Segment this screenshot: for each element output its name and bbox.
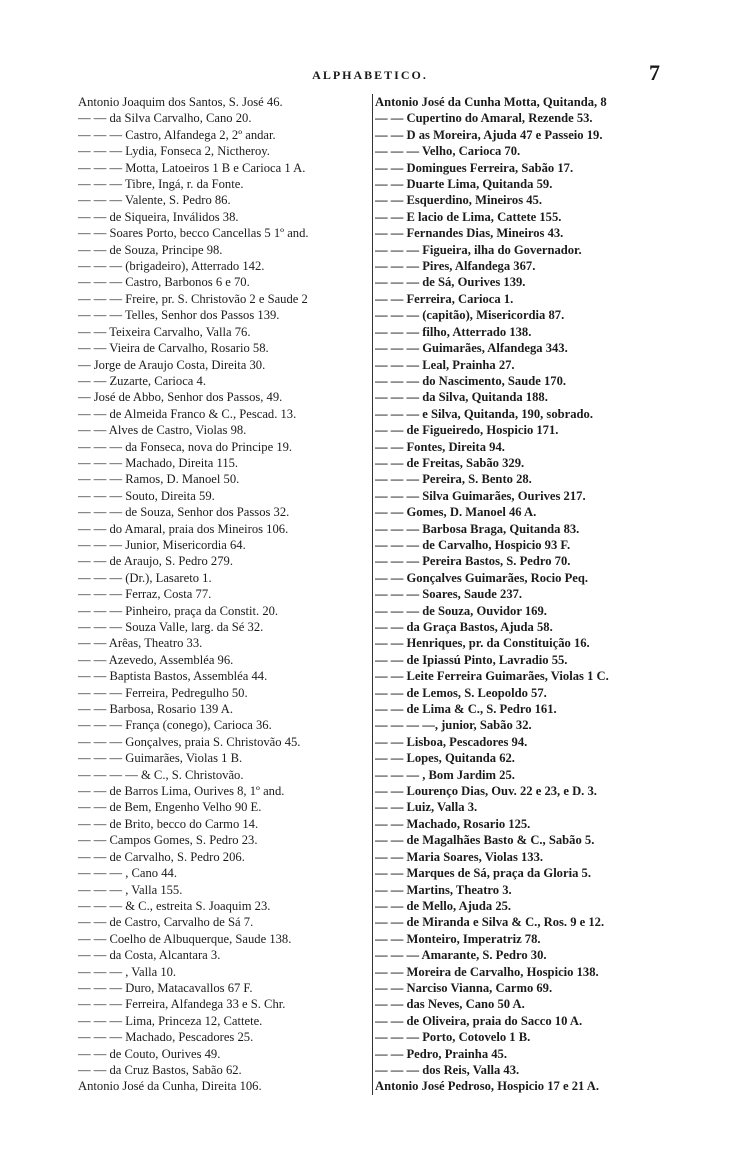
- page-number: 7: [649, 60, 660, 85]
- directory-entry: — — Lisboa, Pescadores 94.: [375, 734, 528, 749]
- directory-entry: — — Soares Porto, becco Cancellas 5 1º and.: [78, 226, 309, 241]
- directory-entry: — — Duarte Lima, Quitanda 59.: [375, 177, 553, 192]
- directory-entry: — — das Neves, Cano 50 A.: [375, 997, 525, 1012]
- directory-entry: — — — Machado, Pescadores 25.: [78, 1030, 254, 1045]
- directory-entry: — — de Lemos, S. Leopoldo 57.: [375, 685, 547, 700]
- directory-entry: — — — Guimarães, Alfandega 343.: [375, 341, 568, 356]
- directory-entry: — — — dos Reis, Valla 43.: [375, 1062, 520, 1077]
- directory-entry: — — Ferreira, Carioca 1.: [375, 291, 514, 306]
- directory-entry: — — de Miranda e Silva & C., Ros. 9 e 12.: [375, 915, 605, 930]
- directory-entry: — — de Castro, Carvalho de Sá 7.: [78, 915, 254, 930]
- directory-entry: — — — de Souza, Ouvidor 169.: [375, 603, 547, 618]
- directory-entry: — — — Ferreira, Alfandega 33 e S. Chr.: [78, 997, 286, 1012]
- directory-entry: — José de Abbo, Senhor dos Passos, 49.: [78, 390, 283, 405]
- directory-entry: — — — (capitão), Misericordia 87.: [375, 308, 565, 323]
- directory-entry: — — — Castro, Alfandega 2, 2º andar.: [78, 127, 276, 142]
- directory-entry: — — — Souza Valle, larg. da Sé 32.: [78, 620, 264, 634]
- directory-entry: — — Gomes, D. Manoel 46 A.: [375, 505, 537, 520]
- directory-entry: — — Henriques, pr. da Constituição 16.: [375, 636, 590, 651]
- directory-entry: — — — Duro, Matacavallos 67 F.: [78, 980, 253, 995]
- directory-entry: — — Campos Gomes, S. Pedro 23.: [78, 833, 258, 848]
- directory-entry: Antonio Joaquim dos Santos, S. José 46.: [78, 95, 283, 109]
- directory-entry: — — Zuzarte, Carioca 4.: [78, 373, 206, 388]
- directory-entry: — — — —, junior, Sabão 32.: [375, 718, 532, 733]
- directory-entry: — — — Guimarães, Violas 1 B.: [78, 751, 243, 766]
- running-title: ALPHABETICO.: [312, 68, 428, 82]
- directory-entry: — — Fernandes Dias, Mineiros 43.: [375, 226, 564, 241]
- directory-entry: — — — Soares, Saude 237.: [375, 587, 523, 602]
- directory-entry: — — — Telles, Senhor dos Passos 139.: [78, 308, 280, 323]
- directory-entry: — — — Silva Guimarães, Ourives 217.: [375, 488, 586, 503]
- directory-entry: — — — do Nascimento, Saude 170.: [375, 373, 567, 388]
- directory-entry: — — — da Fonseca, nova do Principe 19.: [78, 439, 293, 454]
- directory-entry: — — Fontes, Direita 94.: [375, 439, 505, 454]
- directory-entry: — — de Mello, Ajuda 25.: [375, 898, 512, 913]
- directory-entry: — — Azevedo, Assembléa 96.: [78, 652, 234, 667]
- directory-entry: — — — , Valla 10.: [78, 964, 177, 979]
- directory-entry: — — — (Dr.), Lasareto 1.: [78, 570, 212, 585]
- directory-entry: — — de Siqueira, Inválidos 38.: [78, 209, 239, 224]
- directory-entry: — — de Couto, Ourives 49.: [78, 1046, 221, 1061]
- directory-entry: — — — , Bom Jardim 25.: [375, 767, 515, 782]
- directory-entry: — — — — & C., S. Christovão.: [78, 767, 244, 782]
- directory-entry: Antonio José Pedroso, Hospicio 17 e 21 A.: [375, 1079, 600, 1094]
- directory-entry: — — da Cruz Bastos, Sabão 62.: [78, 1062, 242, 1077]
- directory-entry: — — — Motta, Latoeiros 1 B e Carioca 1 A.: [78, 160, 306, 175]
- directory-entry: — — Machado, Rosario 125.: [375, 816, 531, 831]
- directory-entry: — — Lourenço Dias, Ouv. 22 e 23, e D. 3.: [375, 784, 597, 799]
- directory-entry: — — Monteiro, Imperatriz 78.: [375, 931, 541, 946]
- directory-entry: — — de Souza, Principe 98.: [78, 242, 223, 257]
- directory-entry: — — de Carvalho, S. Pedro 206.: [78, 849, 245, 864]
- directory-entry: — — — Pires, Alfandega 367.: [375, 259, 536, 274]
- directory-entry: — — — de Carvalho, Hospicio 93 F.: [375, 537, 571, 552]
- directory-entry: — — de Barros Lima, Ourives 8, 1º and.: [78, 784, 285, 799]
- directory-entry: — — Arêas, Theatro 33.: [78, 636, 203, 651]
- directory-entry: — — do Amaral, praia dos Mineiros 106.: [78, 521, 289, 536]
- directory-entry: — — Domingues Ferreira, Sabão 17.: [375, 160, 574, 175]
- directory-entry: — — de Araujo, S. Pedro 279.: [78, 554, 233, 569]
- directory-entry: — — — Ramos, D. Manoel 50.: [78, 472, 240, 487]
- directory-entry: — — — Lima, Princeza 12, Cattete.: [78, 1013, 263, 1028]
- directory-entry: — — de Almeida Franco & C., Pescad. 13.: [78, 406, 297, 421]
- directory-entry: — — — Figueira, ilha do Governador.: [375, 242, 582, 257]
- directory-entry: — — de Ipiassú Pinto, Lavradio 55.: [375, 652, 568, 667]
- directory-entry: — — Maria Soares, Violas 133.: [375, 849, 544, 864]
- directory-entry: — — — de Sá, Ourives 139.: [375, 275, 526, 290]
- directory-entry: — — — & C., estreita S. Joaquim 23.: [78, 898, 271, 913]
- directory-entry: — — de Freitas, Sabão 329.: [375, 455, 525, 470]
- directory-entry: — — — Porto, Cotovelo 1 B.: [375, 1030, 531, 1045]
- directory-entry: — — de Bem, Engenho Velho 90 E.: [78, 800, 262, 815]
- directory-entry: — — — Barbosa Braga, Quitanda 83.: [375, 521, 580, 536]
- directory-entry: — — Lopes, Quitanda 62.: [375, 751, 515, 766]
- page-header: [80, 62, 660, 90]
- directory-entry: — — — Ferraz, Costa 77.: [78, 587, 212, 602]
- directory-entry: — — Narciso Vianna, Carmo 69.: [375, 980, 553, 995]
- directory-entry: — — — Lydia, Fonseca 2, Nictheroy.: [78, 144, 270, 159]
- directory-entry: — — — Velho, Carioca 70.: [375, 144, 521, 159]
- directory-entry: — — Coelho de Albuquerque, Saude 138.: [78, 931, 292, 946]
- directory-entry: — — — Leal, Prainha 27.: [375, 357, 515, 372]
- directory-entry: — — da Silva Carvalho, Cano 20.: [78, 111, 252, 126]
- directory-entry: — — — de Souza, Senhor dos Passos 32.: [78, 505, 290, 520]
- directory-entry: — — Cupertino do Amaral, Rezende 53.: [375, 111, 593, 126]
- directory-entry: — — — Pereira, S. Bento 28.: [375, 472, 532, 487]
- directory-entry: — — — (brigadeiro), Atterrado 142.: [78, 259, 265, 274]
- directory-entry: — — — , Cano 44.: [78, 866, 177, 881]
- directory-entry: — — — Amarante, S. Pedro 30.: [375, 948, 547, 963]
- directory-entry: — — Martins, Theatro 3.: [375, 882, 512, 897]
- directory-entry: — — — Pinheiro, praça da Constit. 20.: [78, 603, 279, 618]
- directory-entry: — — de Oliveira, praia do Sacco 10 A.: [375, 1013, 583, 1028]
- directory-entry: — — — Junior, Misericordia 64.: [78, 537, 246, 552]
- directory-entry: — — — Valente, S. Pedro 86.: [78, 193, 231, 208]
- directory-entry: Antonio José da Cunha, Direita 106.: [78, 1079, 262, 1094]
- directory-entry: — — da Graça Bastos, Ajuda 58.: [375, 620, 553, 634]
- directory-entry: — — Teixeira Carvalho, Valla 76.: [78, 324, 251, 339]
- directory-entry: — — — , Valla 155.: [78, 882, 183, 897]
- directory-entry: — — — filho, Atterrado 138.: [375, 324, 532, 339]
- directory-entry: — — Baptista Bastos, Assembléa 44.: [78, 669, 268, 684]
- right-column: [372, 94, 675, 1095]
- directory-entry: — — — Castro, Barbonos 6 e 70.: [78, 275, 250, 290]
- directory-entry: — — — Souto, Direita 59.: [78, 488, 215, 503]
- directory-entry: — — E lacio de Lima, Cattete 155.: [375, 209, 562, 224]
- directory-entry: — — de Brito, becco do Carmo 14.: [78, 816, 259, 831]
- directory-entry: — — — França (conego), Carioca 36.: [78, 718, 272, 733]
- directory-entry: — — Esquerdino, Mineiros 45.: [375, 193, 543, 208]
- directory-entry: — — de Magalhães Basto & C., Sabão 5.: [375, 833, 595, 848]
- left-column: [78, 94, 378, 1095]
- directory-entry: — — — Freire, pr. S. Christovão 2 e Saude 2: [78, 291, 308, 306]
- directory-entry: — — D as Moreira, Ajuda 47 e Passeio 19.: [375, 127, 603, 142]
- directory-entry: — — Barbosa, Rosario 139 A.: [78, 702, 233, 717]
- directory-entry: — — — Tibre, Ingá, r. da Fonte.: [78, 177, 244, 192]
- directory-entry: — — Alves de Castro, Violas 98.: [78, 423, 247, 438]
- directory-entry: — — da Costa, Alcantara 3.: [78, 948, 221, 963]
- directory-entry: — — Moreira de Carvalho, Hospicio 138.: [375, 964, 599, 979]
- directory-entry: — Jorge de Araujo Costa, Direita 30.: [78, 357, 266, 372]
- directory-entry: Antonio José da Cunha Motta, Quitanda, 8: [375, 95, 607, 109]
- directory-entry: — — Leite Ferreira Guimarães, Violas 1 C.: [375, 669, 609, 684]
- directory-entry: — — — Ferreira, Pedregulho 50.: [78, 685, 248, 700]
- directory-entry: — — Pedro, Prainha 45.: [375, 1046, 508, 1061]
- directory-entry: — — — da Silva, Quitanda 188.: [375, 390, 548, 405]
- directory-entry: — — Vieira de Carvalho, Rosario 58.: [78, 341, 269, 356]
- directory-entry: — — de Lima & C., S. Pedro 161.: [375, 702, 557, 717]
- directory-entry: — — de Figueiredo, Hospicio 171.: [375, 423, 559, 438]
- directory-entry: — — — Machado, Direita 115.: [78, 455, 239, 470]
- directory-entry: — — — Gonçalves, praia S. Christovão 45.: [78, 734, 301, 749]
- directory-entry: — — — e Silva, Quitanda, 190, sobrado.: [375, 406, 593, 421]
- directory-entry: — — Marques de Sá, praça da Gloria 5.: [375, 866, 591, 881]
- directory-entry: — — Gonçalves Guimarães, Rocio Peq.: [375, 570, 589, 585]
- directory-entry: — — Luiz, Valla 3.: [375, 800, 478, 815]
- directory-entry: — — — Pereira Bastos, S. Pedro 70.: [375, 554, 571, 569]
